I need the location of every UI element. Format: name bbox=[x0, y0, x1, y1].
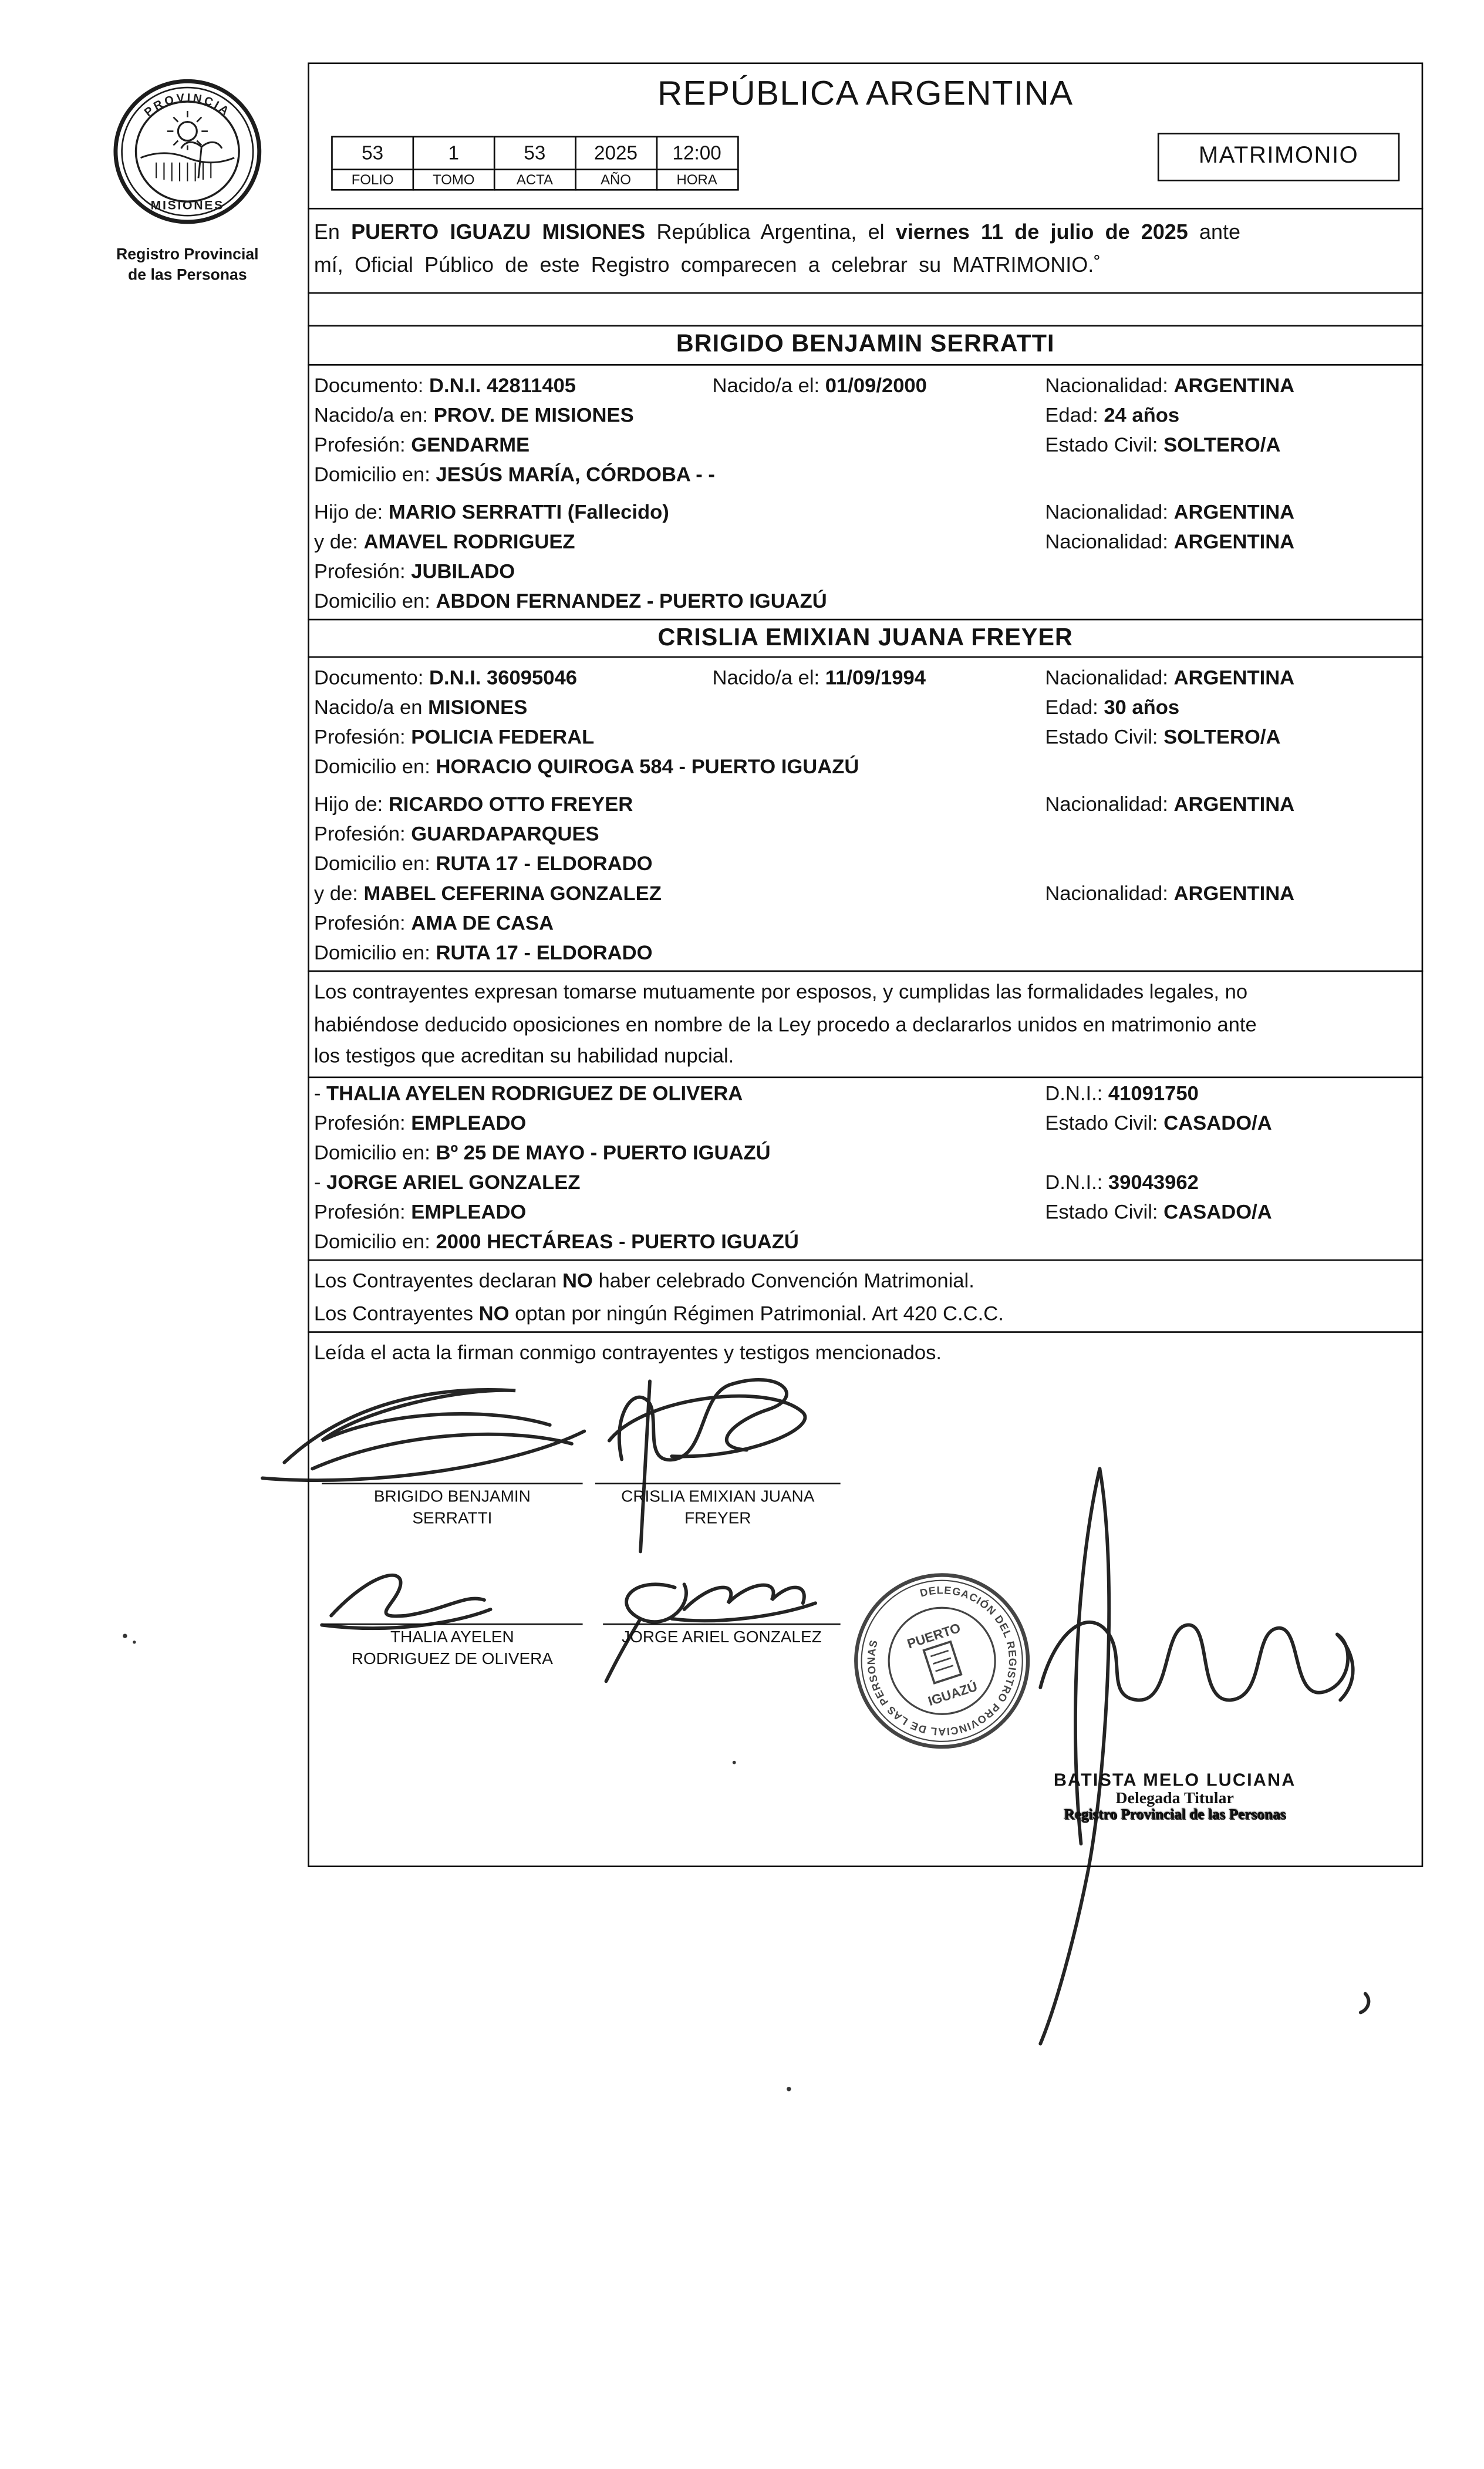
section-divider bbox=[308, 325, 1423, 327]
paragraph-line: habiéndose deducido oposiciones en nombre de la Ley procedo a declararlos unidos en matrimonio ante bbox=[313, 1012, 1257, 1035]
paragraph-line: los testigos que acreditan su habilidad nupcial. bbox=[313, 1043, 734, 1067]
folio-values-row bbox=[331, 136, 738, 171]
bride-parents-fields bbox=[309, 789, 1422, 967]
official-signature-block bbox=[1009, 1772, 1340, 1824]
groom-parents-fields bbox=[309, 497, 1422, 615]
field-row: Documento: D.N.I. 36095046 Nacido/a el: 11/09/1994 Nacionalidad: ARGENTINA bbox=[313, 665, 1295, 689]
registry-name bbox=[94, 247, 281, 286]
folio-value-cell: 1 bbox=[412, 136, 495, 171]
signature-line bbox=[322, 1483, 582, 1484]
round-stamp bbox=[814, 1533, 1070, 1789]
folio-label-cell: TOMO bbox=[412, 169, 495, 190]
section-divider bbox=[308, 656, 1423, 658]
field-row: Hijo de: RICARDO OTTO FREYER Nacionalidad: ARGENTINA bbox=[313, 792, 1295, 816]
field-row: Hijo de: MARIO SERRATTI (Fallecido) Nacionalidad: ARGENTINA bbox=[313, 500, 1295, 524]
stray-ink-dot bbox=[133, 1641, 136, 1643]
intro-paragraph bbox=[314, 215, 1420, 281]
field-row: y de: AMAVEL RODRIGUEZ Nacionalidad: ARGENTINA bbox=[313, 530, 1295, 554]
paragraph-line: Los contrayentes expresan tomarse mutuamente por esposos, y cumplidas las formalidades legales, no bbox=[313, 979, 1248, 1003]
field-row: Profesión: GUARDAPARQUES bbox=[313, 821, 599, 846]
svg-text:PROVINCIA: PROVINCIA bbox=[141, 91, 233, 119]
intro-line-2: mí, Oficial Público de este Registro comparecen a celebrar su MATRIMONIO.˚ bbox=[313, 253, 1101, 277]
field-row: Documento: D.N.I. 42811405 Nacido/a el: 01/09/2000 Nacionalidad: ARGENTINA bbox=[313, 373, 1295, 397]
groom-person-fields bbox=[309, 370, 1422, 489]
folio-value-cell: 53 bbox=[331, 136, 414, 171]
round-stamp-seal bbox=[814, 1533, 1070, 1789]
folio-table bbox=[331, 136, 738, 191]
bride-signature-caption: CRISLIA EMIXIAN JUANA FREYER bbox=[621, 1487, 815, 1528]
stray-ink-dot bbox=[123, 1633, 127, 1638]
registry-emblem-seal bbox=[109, 75, 265, 228]
bride-person-fields bbox=[309, 662, 1422, 781]
folio-value-cell: 12:00 bbox=[656, 136, 738, 171]
field-row: Domicilio en: ABDON FERNANDEZ - PUERTO IGUAZÚ bbox=[313, 589, 827, 613]
certificate-body bbox=[308, 62, 1423, 1867]
field-row: Profesión: EMPLEADO Estado Civil: CASADO/A bbox=[313, 1200, 1272, 1224]
field-row: Domicilio en: RUTA 17 - ELDORADO bbox=[313, 940, 653, 964]
official-org-stamp-line: Registro Provincial de las Personas bbox=[1064, 1807, 1286, 1824]
svg-text:MISIONES: MISIONES bbox=[150, 198, 224, 213]
field-row: Profesión: GENDARME Estado Civil: SOLTERO/A bbox=[313, 433, 1281, 457]
registry-name-line1: Registro Provincial bbox=[116, 247, 259, 264]
field-row: Nacido/a en MISIONES Edad: 30 años bbox=[313, 695, 1180, 719]
witness-fields bbox=[309, 1078, 1422, 1256]
intro-line-1: En PUERTO IGUAZU MISIONES República Argentina, el viernes 11 de julio de 2025 ante bbox=[313, 220, 1240, 244]
act-type-box: MATRIMONIO bbox=[1158, 133, 1399, 181]
folio-label-cell: AÑO bbox=[575, 169, 657, 190]
section-divider bbox=[308, 1331, 1423, 1333]
section-divider bbox=[308, 208, 1423, 210]
groom-name-header: BRIGIDO BENJAMIN SERRATTI bbox=[676, 331, 1055, 358]
field-row: Profesión: JUBILADO bbox=[313, 559, 515, 583]
official-name: BATISTA MELO LUCIANA bbox=[1053, 1771, 1296, 1791]
signature-line bbox=[603, 1623, 840, 1625]
bride-name-header: CRISLIA EMIXIAN JUANA FREYER bbox=[657, 625, 1073, 652]
folio-labels-row bbox=[331, 170, 738, 190]
section-divider bbox=[308, 971, 1423, 972]
folio-label-cell: ACTA bbox=[493, 169, 576, 190]
witness1-signature-caption: THALIA AYELEN RODRIGUEZ DE OLIVERA bbox=[351, 1628, 553, 1668]
declarations bbox=[314, 1264, 1420, 1330]
section-divider bbox=[308, 619, 1423, 621]
field-row: Profesión: AMA DE CASA bbox=[313, 911, 554, 935]
folio-value-cell: 2025 bbox=[575, 136, 657, 171]
field-row: y de: MABEL CEFERINA GONZALEZ Nacionalidad: ARGENTINA bbox=[313, 881, 1295, 905]
svg-text:IGUAZÚ: IGUAZÚ bbox=[926, 1679, 979, 1709]
field-row: Domicilio en: JESÚS MARÍA, CÓRDOBA - - bbox=[313, 462, 715, 486]
signature-line bbox=[322, 1623, 582, 1625]
field-row: - JORGE ARIEL GONZALEZ D.N.I.: 39043962 bbox=[313, 1170, 1199, 1194]
stray-ink-mark bbox=[1361, 1994, 1369, 2013]
field-row: Domicilio en: RUTA 17 - ELDORADO bbox=[313, 851, 653, 875]
svg-text:DELEGACIÓN DEL REGISTRO PROVIN: DELEGACIÓN DEL REGISTRO PROVINCIAL DE LAS PERSONAS bbox=[865, 1584, 1019, 1738]
field-row: Domicilio en: Bº 25 DE MAYO - PUERTO IGUAZÚ bbox=[313, 1140, 771, 1164]
field-row: Domicilio en: HORACIO QUIROGA 584 - PUERTO IGUAZÚ bbox=[313, 754, 859, 779]
field-row: Profesión: EMPLEADO Estado Civil: CASADO/A bbox=[313, 1111, 1272, 1134]
field-row: Nacido/a en: PROV. DE MISIONES Edad: 24 años bbox=[313, 403, 1180, 427]
declaration-line-1: Los Contrayentes declaran NO haber celebrado Convención Matrimonial. bbox=[313, 1268, 974, 1292]
closing-statement: Leída el acta la firman conmigo contrayentes y testigos mencionados. bbox=[313, 1340, 942, 1365]
folio-label-cell: FOLIO bbox=[331, 169, 414, 190]
signature-line bbox=[595, 1483, 841, 1484]
section-divider bbox=[308, 292, 1423, 294]
svg-text:PUERTO: PUERTO bbox=[905, 1620, 963, 1652]
field-row: Profesión: POLICIA FEDERAL Estado Civil: SOLTERO/A bbox=[313, 725, 1281, 749]
folio-value-cell: 53 bbox=[493, 136, 576, 171]
declaration-line-2: Los Contrayentes NO optan por ningún Régimen Patrimonial. Art 420 C.C.C. bbox=[313, 1301, 1004, 1325]
witness2-signature-caption: JORGE ARIEL GONZALEZ bbox=[622, 1628, 822, 1647]
folio-label-cell: HORA bbox=[656, 169, 738, 190]
registry-name-line2: de las Personas bbox=[128, 266, 247, 284]
official-title: Delegada Titular bbox=[1115, 1790, 1234, 1808]
stray-ink-dot bbox=[787, 2087, 791, 2091]
field-row: - THALIA AYELEN RODRIGUEZ DE OLIVERA D.N.I.: 41091750 bbox=[313, 1081, 1199, 1105]
page-title: REPÚBLICA ARGENTINA bbox=[657, 73, 1074, 113]
section-divider bbox=[308, 1259, 1423, 1261]
field-row: Domicilio en: 2000 HECTÁREAS - PUERTO IGUAZÚ bbox=[313, 1230, 799, 1254]
groom-signature-caption: BRIGIDO BENJAMIN SERRATTI bbox=[373, 1487, 531, 1528]
consent-paragraph bbox=[314, 976, 1420, 1073]
section-divider bbox=[308, 364, 1423, 366]
